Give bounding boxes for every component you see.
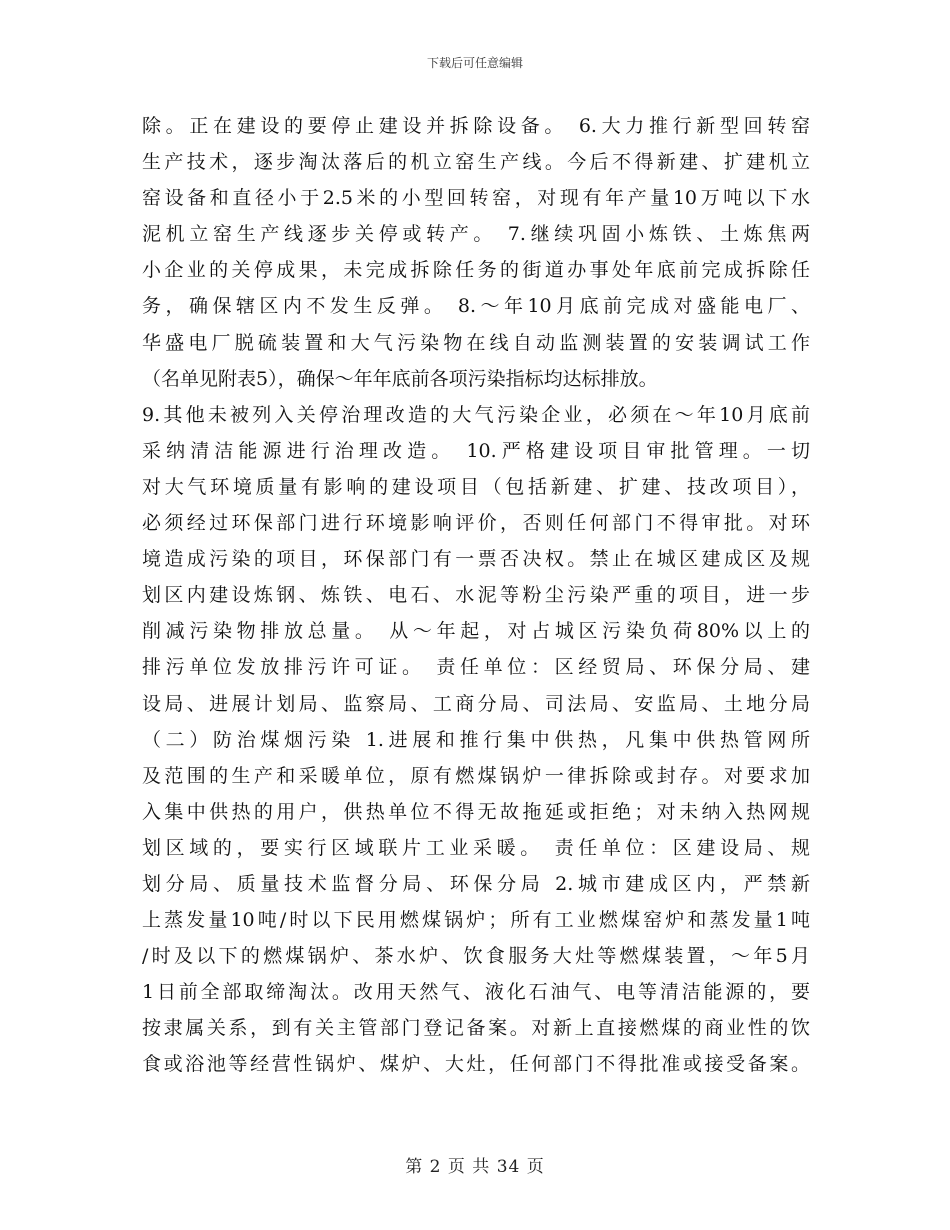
text-line: 对大气环境质量有影响的建设项目（包括新建、扩建、技改项目），: [142, 475, 810, 498]
text-line: 华盛电厂脱硫装置和大气污染物在线自动监测装置的安装调试工作: [142, 331, 810, 354]
page-number: 第 2 页 共 34 页: [405, 1157, 545, 1177]
page-header: 下载后可任意编辑: [426, 56, 523, 70]
text-line: 上蒸发量10吨/时以下民用燃煤锅炉；所有工业燃煤窑炉和蒸发量1吨: [142, 909, 810, 932]
text-line: 食或浴池等经营性锅炉、煤炉、大灶，任何部门不得批准或接受备案。: [142, 1053, 810, 1076]
document-body: [142, 108, 810, 1083]
text-line: 除。正在建设的要停止建设并拆除设备。 6.大力推行新型回转窑: [142, 115, 810, 137]
text-line: 生产技术，逐步淘汰落后的机立窑生产线。今后不得新建、扩建机立: [142, 151, 810, 174]
text-line: 采纳清洁能源进行治理改造。 10.严格建设项目审批管理。一切: [142, 439, 810, 462]
text-line: 泥机立窑生产线逐步关停或转产。 7.继续巩固小炼铁、土炼焦两: [142, 223, 810, 246]
text-line: 削减污染物排放总量。 从～年起，对占城区污染负荷80%以上的: [142, 620, 810, 643]
text-line: 设局、进展计划局、监察局、工商分局、司法局、安监局、土地分局: [142, 692, 810, 715]
text-line: （名单见附表5），确保～年年底前各项污染指标均达标排放。: [142, 367, 658, 390]
text-line: 窑设备和直径小于2.5米的小型回转窑，对现有年产量10万吨以下水: [142, 187, 810, 210]
text-line: （二）防治煤烟污染 1.进展和推行集中供热，凡集中供热管网所: [142, 728, 810, 751]
text-line: 排污单位发放排污许可证。 责任单位：区经贸局、环保分局、建: [142, 656, 810, 679]
text-line: 务，确保辖区内不发生反弹。 8.～年10月底前完成对盛能电厂、: [142, 295, 810, 318]
text-line: 入集中供热的用户，供热单位不得无故拖延或拒绝；对未纳入热网规: [142, 800, 810, 823]
text-line: 小企业的关停成果，未完成拆除任务的街道办事处年底前完成拆除任: [142, 259, 810, 282]
text-line: 划区内建设炼钢、炼铁、电石、水泥等粉尘污染严重的项目，进一步: [142, 584, 810, 607]
text-line: 划区域的，要实行区域联片工业采暖。 责任单位：区建设局、规: [142, 836, 810, 859]
text-line: 境造成污染的项目，环保部门有一票否决权。禁止在城区建成区及规: [142, 548, 810, 571]
text-line: /时及以下的燃煤锅炉、茶水炉、饮食服务大灶等燃煤装置，～年5月: [142, 945, 810, 968]
text-line: 划分局、质量技术监督分局、环保分局 2.城市建成区内，严禁新: [142, 872, 810, 895]
text-line: 及范围的生产和采暖单位，原有燃煤锅炉一律拆除或封存。对要求加: [142, 764, 810, 787]
text-line: 必须经过环保部门进行环境影响评价，否则任何部门不得审批。对环: [142, 512, 810, 535]
text-line: 1日前全部取缔淘汰。改用天然气、液化石油气、电等清洁能源的，要: [142, 981, 810, 1004]
text-line: 按隶属关系，到有关主管部门登记备案。对新上直接燃煤的商业性的饮: [142, 1017, 810, 1040]
text-line: 9.其他未被列入关停治理改造的大气污染企业，必须在～年10月底前: [142, 403, 810, 426]
